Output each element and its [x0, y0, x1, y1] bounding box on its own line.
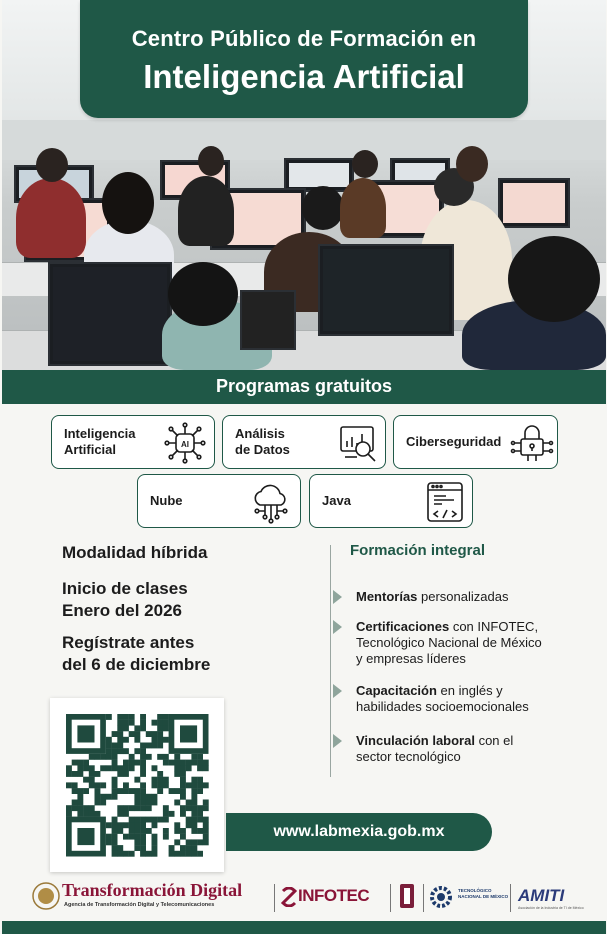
program-card-cloud: [137, 474, 301, 528]
benefit-rest: con INFOTEC,: [449, 619, 539, 634]
photo-student: [16, 178, 86, 258]
start-date-line1: Inicio de clases: [62, 579, 188, 598]
title-banner: [80, 0, 528, 118]
title-line-1: Centro Público de Formación en: [131, 26, 477, 51]
photo-wall: [2, 120, 606, 160]
program-card-cybersecurity: [393, 415, 558, 469]
ipn-shield-icon: [398, 882, 416, 912]
bullet-arrow-icon: [333, 684, 342, 698]
benefit-line3: y empresas líderes: [356, 651, 466, 666]
website-url[interactable]: www.labmexia.gob.mx: [226, 813, 492, 851]
register-deadline-line1: Regístrate antes: [62, 633, 195, 652]
column-divider: [330, 545, 331, 777]
bullet-arrow-icon: [333, 620, 342, 634]
benefit-line2: sector tecnológico: [356, 749, 461, 764]
photo-student-head: [352, 150, 378, 178]
transformacion-digital-logo: Transformación Digital: [62, 880, 243, 900]
tecnm-line1: TECNOLÓGICO: [458, 888, 492, 893]
tecnm-logo: [458, 888, 508, 900]
benefit-line2: habilidades socioemocionales: [356, 699, 529, 714]
photo-student-head: [508, 236, 600, 322]
bullet-arrow-icon: [333, 590, 342, 604]
program-card-data: [222, 415, 386, 469]
mexico-seal-icon: [32, 882, 60, 910]
program-card-java: [309, 474, 473, 528]
qr-code-image: [50, 698, 224, 872]
bottom-bar: [2, 921, 606, 934]
title-line-2: Inteligencia Artificial: [143, 58, 465, 95]
photo-monitor: [240, 290, 296, 350]
benefit-bold: Vinculación laboral: [356, 733, 475, 748]
ai-chip-icon: [164, 422, 206, 464]
register-deadline-line2: del 6 de diciembre: [62, 655, 211, 674]
photo-student-head: [198, 146, 224, 176]
tecnm-line2: NACIONAL DE MÉXICO: [458, 894, 509, 899]
program-label-line1: Nube: [150, 493, 183, 508]
transformacion-digital-subtitle: Agencia de Transformación Digital y Telecomunicaciones: [64, 902, 215, 908]
formacion-integral-title: Formación integral: [350, 542, 486, 559]
photo-student-head: [168, 262, 238, 326]
infotec-mark-icon: [280, 887, 298, 907]
modality-text: Modalidad híbrida: [62, 543, 208, 562]
data-analysis-icon: [337, 421, 381, 465]
benefit-bold: Certificaciones: [356, 619, 450, 634]
program-label-line2: de Datos: [235, 442, 290, 457]
benefit-bold: Mentorías: [356, 589, 418, 604]
photo-student-head: [456, 146, 488, 182]
photo-monitor-code: [48, 262, 172, 366]
logo-separator: [510, 884, 511, 912]
footer-logos: [30, 878, 590, 918]
amiti-subtitle: Asociación de la Industria de TI de México: [518, 906, 584, 910]
logo-separator: [274, 884, 275, 912]
benefit-mentorias: [356, 589, 508, 605]
logo-separator: [423, 884, 424, 912]
program-label-line1: Inteligencia: [64, 426, 136, 441]
program-label-line2: Artificial: [64, 442, 117, 457]
photo-monitor-code: [318, 244, 454, 336]
cloud-network-icon: [248, 479, 294, 525]
programs-heading: Programas gratuitos: [2, 370, 606, 404]
padlock-circuit-icon: [510, 421, 554, 465]
svg-text:AI: AI: [181, 440, 189, 449]
photo-student: [340, 178, 386, 238]
program-label-line1: Java: [322, 493, 351, 508]
program-card-ai: [51, 415, 215, 469]
photo-student: [178, 176, 234, 246]
benefit-line2: Tecnológico Nacional de México: [356, 635, 542, 650]
code-window-icon: [424, 480, 466, 524]
infotec-logo: INFOTEC: [298, 886, 370, 905]
photo-student-head: [36, 148, 68, 182]
amiti-logo: AMITI: [518, 886, 565, 905]
benefit-vinculacion: [356, 733, 513, 765]
qr-code[interactable]: [50, 698, 224, 872]
program-label-line1: Ciberseguridad: [406, 434, 502, 449]
bullet-arrow-icon: [333, 734, 342, 748]
benefit-capacitacion: [356, 683, 529, 715]
photo-monitor: [498, 178, 570, 228]
photo-student-head: [302, 186, 344, 230]
program-label-line1: Análisis: [235, 426, 285, 441]
tecnm-gear-icon: [428, 884, 454, 910]
photo-student-head: [102, 172, 154, 234]
benefit-rest: con el: [474, 733, 514, 748]
benefit-rest: en inglés y: [436, 683, 503, 698]
benefit-certificaciones: [356, 619, 542, 667]
start-date-line2: Enero del 2026: [62, 601, 183, 620]
benefit-rest: personalizadas: [417, 589, 509, 604]
benefit-bold: Capacitación: [356, 683, 437, 698]
logo-separator: [390, 884, 391, 912]
